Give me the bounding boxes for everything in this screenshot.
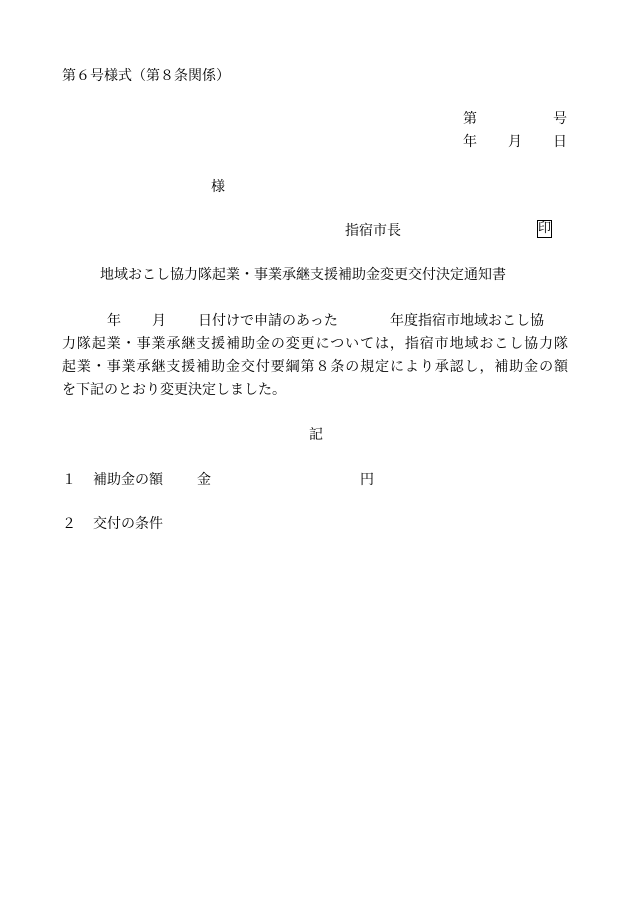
body-line2: 力隊起業・事業承継支援補助金の変更については，指宿市地域おこし協力隊 — [62, 336, 568, 352]
body-line3: 起業・事業承継支援補助金交付要綱第８条の規定により承認し，補助金の額 — [62, 359, 568, 375]
item-1-number: １ — [62, 472, 76, 488]
body-line1-mid: 日付けで申請のあった — [198, 313, 338, 329]
body-line1-year: 年 — [107, 313, 121, 329]
issuer-name: 指宿市長 — [345, 223, 401, 239]
body-line1-month: 月 — [152, 313, 166, 329]
addressee-sama: 様 — [211, 179, 225, 195]
body-line4: を下記のとおり変更決定しました。 — [62, 382, 286, 398]
date-month: 月 — [508, 134, 522, 150]
date-year: 年 — [463, 134, 477, 150]
document-title: 地域おこし協力隊起業・事業承継支援補助金変更交付決定通知書 — [100, 267, 506, 283]
doc-number-go: 号 — [553, 111, 567, 127]
item-2-label: 交付の条件 — [93, 516, 163, 532]
date-day: 日 — [553, 134, 567, 150]
item-1-label: 補助金の額 — [93, 472, 163, 488]
item-1-kin: 金 — [197, 472, 211, 488]
doc-number-dai: 第 — [463, 111, 477, 127]
ki-heading: 記 — [309, 427, 323, 443]
body-line1-end: 年度指宿市地域おこし協 — [390, 313, 544, 329]
seal-mark: 印 — [538, 221, 552, 236]
item-1-yen: 円 — [360, 472, 374, 488]
item-2-number: ２ — [62, 516, 76, 532]
form-label: 第６号様式（第８条関係） — [62, 68, 230, 84]
